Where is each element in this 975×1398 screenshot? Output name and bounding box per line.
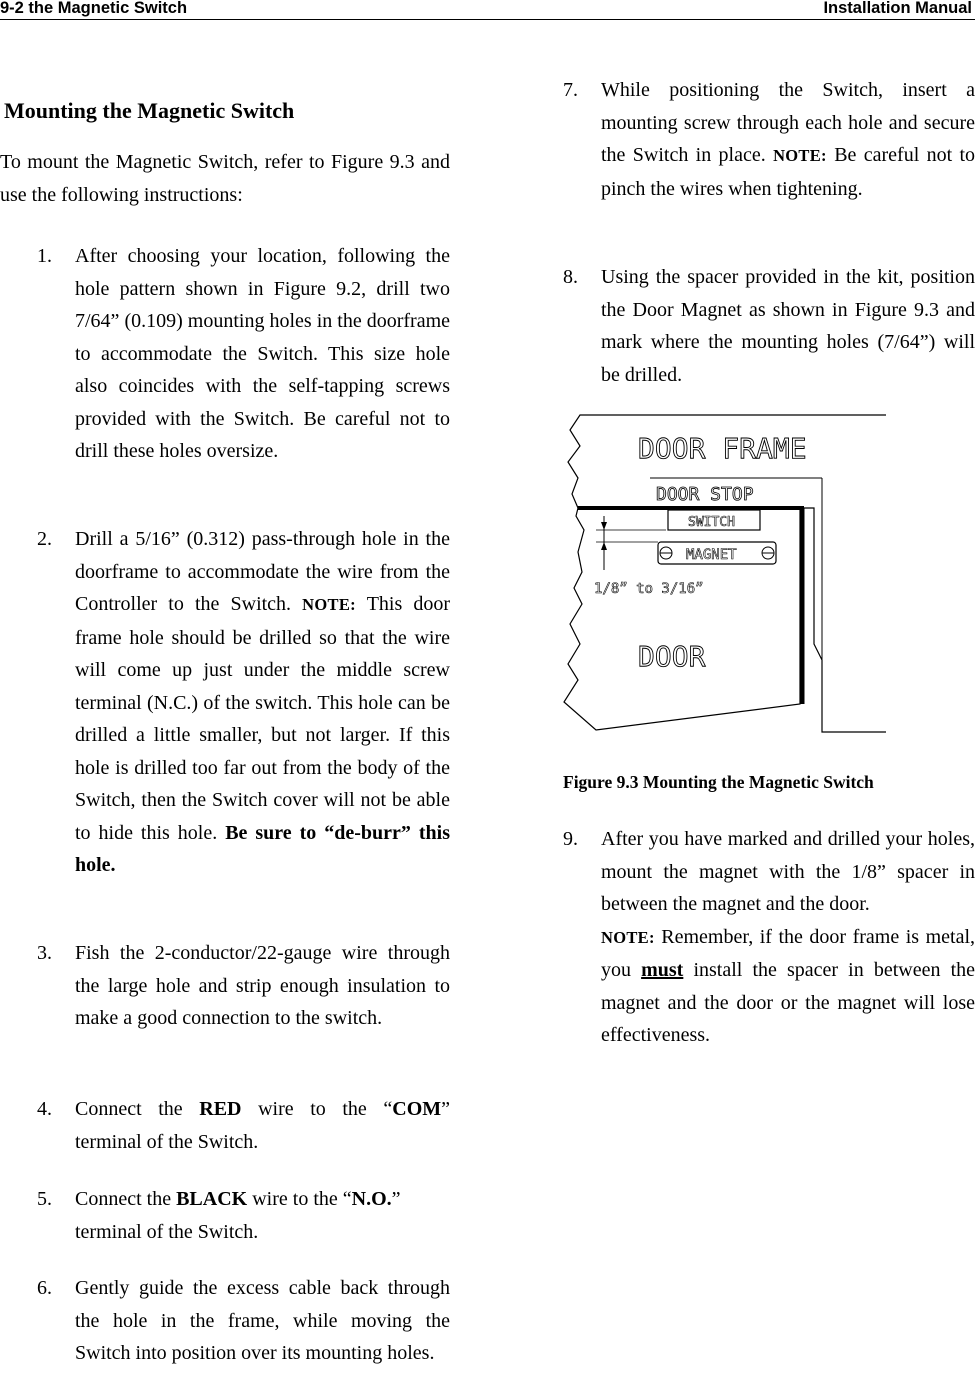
emphasis-must: must — [641, 959, 684, 981]
note-label: NOTE: — [773, 146, 827, 165]
list-text: Fish the 2-conductor/22-gauge wire through the large hole and strip enough insulation to make a good connection to the switch. — [75, 942, 450, 1029]
list-item-4 — [37, 1093, 450, 1158]
list-number: 8. — [563, 266, 578, 288]
terminal-no: N.O. — [351, 1188, 392, 1210]
list-number: 4. — [37, 1098, 52, 1120]
step-text: ” terminal of the Switch. — [75, 1188, 401, 1243]
list-item-5 — [37, 1183, 450, 1248]
mounting-diagram — [560, 412, 890, 736]
list-item-8 — [563, 261, 975, 391]
note-label: NOTE: — [302, 595, 356, 614]
section-title: Mounting the Magnetic Switch — [4, 98, 295, 123]
list-text — [75, 1093, 450, 1158]
figure-caption: Figure 9.3 Mounting the Magnetic Switch — [563, 772, 874, 792]
step-text-b: This door frame hole should be drilled so that the wire will come up just under the middle screw terminal (N.C.) of the switch. This hole can be drilled a little smaller, but not larger. If this hole is drilled too far out from the body of the Switch, then the Switch cover will not be able to hide this hole. — [75, 593, 451, 844]
step-text: Connect the — [75, 1188, 172, 1210]
intro-paragraph: To mount the Magnetic Switch, refer to Figure 9.3 and use the following instructions: — [0, 151, 450, 206]
bold-warning: Be sure to “de-burr” this hole. — [75, 821, 450, 876]
header-manual-title: Installation Manual — [823, 0, 972, 17]
note-text: Remember, if the door frame is metal, you — [601, 925, 975, 981]
list-text: Gently guide the excess cable back through the hole in the frame, while moving the Switch into position over its mounting holes. — [75, 1277, 450, 1364]
header-section-label: 9-2 the Magnetic Switch — [0, 0, 188, 17]
label-magnet: MAGNET — [686, 547, 737, 563]
step-text-a: Drill a 5/16” (0.312) pass-through hole in the doorframe to accommodate the wire from the Controller to the Switch. — [75, 528, 450, 615]
list-number: 5. — [37, 1188, 52, 1210]
list-number: 2. — [37, 528, 52, 550]
list-text — [75, 523, 450, 882]
list-text — [75, 1183, 450, 1248]
terminal-com: COM — [392, 1098, 442, 1120]
wire-color-black: BLACK — [176, 1188, 248, 1210]
step-text: After you have marked and drilled your holes, mount the magnet with the 1/8” spacer in between the magnet and the door. — [601, 828, 975, 915]
label-switch: SWITCH — [688, 515, 735, 530]
list-item-9 — [563, 823, 975, 1052]
note-text: install the spacer in between the magnet and the door or the magnet will lose effectiveness. — [601, 959, 975, 1046]
step-text: Connect the — [75, 1098, 183, 1120]
list-number: 1. — [37, 245, 52, 267]
list-item-1 — [37, 240, 450, 468]
list-item-6 — [37, 1272, 450, 1370]
list-number: 7. — [563, 79, 578, 101]
list-text: After choosing your location, following the hole pattern shown in Figure 9.2, drill two 7/64” (0.109) mounting holes in the doorframe to accommodate the Switch. This size hole also coincides with the self-tapping screws provided with the Switch. Be careful not to drill these holes oversize. — [75, 245, 450, 462]
list-text — [601, 823, 975, 1052]
step-text: While positioning the Switch, insert a mounting screw through each hole and secure the Switch in place. — [601, 79, 975, 166]
list-number: 3. — [37, 942, 52, 964]
door-outline — [564, 508, 800, 730]
step-text: wire to the “ — [252, 1188, 352, 1210]
list-item-7 — [563, 74, 975, 205]
label-door: DOOR — [638, 640, 706, 673]
note-text: Be careful not to pinch the wires when tightening. — [601, 144, 975, 200]
label-gap: 1/8” to 3/16” — [594, 581, 704, 597]
label-door-stop: DOOR STOP — [656, 484, 754, 505]
step-text: ” terminal of the Switch. — [75, 1098, 451, 1153]
list-item-2 — [37, 523, 450, 882]
list-number: 9. — [563, 828, 578, 850]
list-text: Using the spacer provided in the kit, position the Door Magnet as shown in Figure 9.3 and mark where the mounting holes (7/64”) will be drilled. — [601, 266, 975, 386]
page-header — [0, 0, 975, 20]
label-door-frame: DOOR FRAME — [638, 432, 807, 465]
step-text: wire to the “ — [258, 1098, 393, 1120]
list-text — [601, 74, 975, 205]
note-label: NOTE: — [601, 927, 655, 947]
list-item-3 — [37, 937, 450, 1035]
list-number: 6. — [37, 1277, 52, 1299]
wire-color-red: RED — [199, 1098, 242, 1120]
note-paragraph — [601, 921, 975, 1052]
